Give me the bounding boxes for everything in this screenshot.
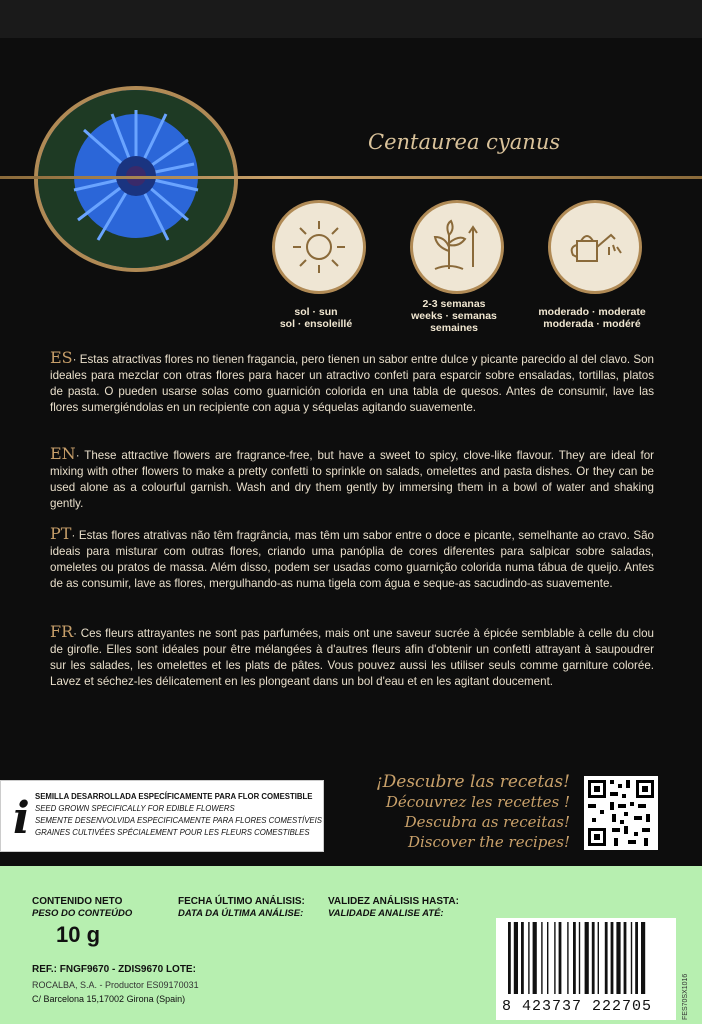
growing-plant-icon	[410, 200, 504, 294]
sun-label: sol · sun sol · ensoleillé	[279, 306, 353, 330]
recipes-callout: ¡Descubre las recetas! Découvrez les recettes ! Descubra as receitas! Discover the recipes!	[375, 772, 570, 851]
barcode-bar	[635, 922, 638, 994]
paragraph-en: EN· These attractive flowers are fragrance-free, but have a sweet to spicy, clove-like flavour. They are ideal for mixing with other flowers to make a pretty confetti to sprinkle on salads, omelettes and pasta dishes. Or they can be used alone as a colourful garnish. Wash and dry them gently by immersing them in a bowl of water and shaking gently.	[50, 444, 654, 510]
barcode-bar	[616, 922, 620, 994]
qr-code[interactable]	[584, 776, 658, 850]
barcode-bar	[624, 922, 627, 994]
barcode-bar	[611, 922, 614, 994]
barcode-bar	[547, 922, 548, 994]
paragraph-es: ES· Estas atractivas flores no tienen fragancia, pero tienen un sabor entre dulce y picante parecido al del clavo. Son ideales para mezclar con otras flores para hacer un atractivo confeti para esparcir sobre ensaladas, tortillas, platos de pasta. O pueden usarse solas como guarnición colorida en una tabla de quesos. Antes de consumir, lave las flores sumergiéndolas en un recipiente con agua y séquelas agitando suavemente.	[50, 348, 654, 414]
top-band	[0, 0, 702, 38]
address: C/ Barcelona 15,17002 Girona (Spain)	[32, 994, 186, 1004]
barcode-bar	[554, 922, 555, 994]
barcode-bar	[631, 922, 632, 994]
cornflower-photo	[34, 86, 238, 272]
barcode-bar	[533, 922, 537, 994]
edible-seed-info-box	[0, 780, 324, 852]
analysis-date-label: FECHA ÚLTIMO ANÁLISIS:	[178, 896, 305, 907]
barcode-bar	[605, 922, 608, 994]
watering-can-icon	[548, 200, 642, 294]
info-text: SEMILLA DESARROLLADA ESPECÍFICAMENTE PARA FLOR COMESTIBLE SEED GROWN SPECIFICALLY FOR EDIBLE FLOWERS SEMENTE DESENVOLVIDA ESPECIFICAMENTE PARA FLORES COMESTÍVEIS GRAINES CULTIVÉES SPÉCIALEMENT POUR LES FLEURS COMESTIBLES	[35, 792, 322, 837]
paragraph-pt: PT· Estas flores atrativas não têm fragrância, mas têm um sabor entre o doce e picante, semelhante ao cravo. São ideais para misturar com outras flores, criando uma panóplia de cores diferentes para salpicar sobre saladas, omeletes ou pratos de massa. Além disso, podem ser usadas como guarnição colorida numa tábua de queijo. Antes de as consumir, lave as flores, mergulhando-as numa tigela com água e seque-as sacudindo-as suavemente.	[50, 524, 654, 590]
info-icon: i	[13, 793, 30, 844]
sun-icon	[272, 200, 366, 294]
germination-label: 2-3 semanas weeks · semanas semaines	[411, 298, 497, 334]
barcode-bar	[521, 922, 524, 994]
barcode-bar	[567, 922, 568, 994]
watering-label: moderado · moderate moderada · modéré	[538, 306, 646, 330]
divider-line	[0, 176, 702, 179]
reference-code: REF.: FNGF9670 - ZDIS9670 LOTE:	[32, 964, 196, 975]
producer: ROCALBA, S.A. - Productor ES09170031	[32, 980, 199, 990]
barcode-bar	[573, 922, 576, 994]
paragraph-fr: FR· Ces fleurs attrayantes ne sont pas parfumées, mais ont une saveur sucrée à épicée semblable à celle du clou de girofle. Elles sont idéales pour être mélangées à d'autres fleurs afin d'obtenir un confetti attrayant à saupoudrer sur les salades, les omelettes et les plats de pâtes. Vous pouvez aussi les utiliser seuls comme garniture colorée. Lavez et séchez-les délicatement en les plongeant dans un bol d'eau et en les agitant doucement.	[50, 622, 654, 688]
barcode-bar	[579, 922, 580, 994]
barcode-bar	[541, 922, 542, 994]
barcode-bar	[528, 922, 529, 994]
barcode-bar	[508, 922, 511, 994]
barcode-bar	[559, 922, 562, 994]
side-code: FES70SX1016	[682, 973, 689, 1020]
net-weight: 10 g	[56, 922, 101, 947]
analysis-date-label-pt: DATA DA ÚLTIMA ANÁLISE:	[178, 908, 304, 919]
barcode-bar	[592, 922, 595, 994]
net-content-label: CONTENIDO NETO	[32, 896, 123, 907]
species-name: Centaurea cyanus	[368, 130, 561, 154]
barcode-number: 8 423737 222705	[502, 998, 653, 1015]
barcode-bar	[598, 922, 599, 994]
barcode-bar	[585, 922, 589, 994]
barcode-bar	[641, 922, 645, 994]
validity-label: VALIDEZ ANÁLISIS HASTA:	[328, 896, 459, 907]
validity-label-pt: VALIDADE ANALISE ATÉ:	[328, 908, 444, 919]
barcode-bar	[514, 922, 518, 994]
net-content-label-pt: PESO DO CONTEÚDO	[32, 908, 133, 919]
